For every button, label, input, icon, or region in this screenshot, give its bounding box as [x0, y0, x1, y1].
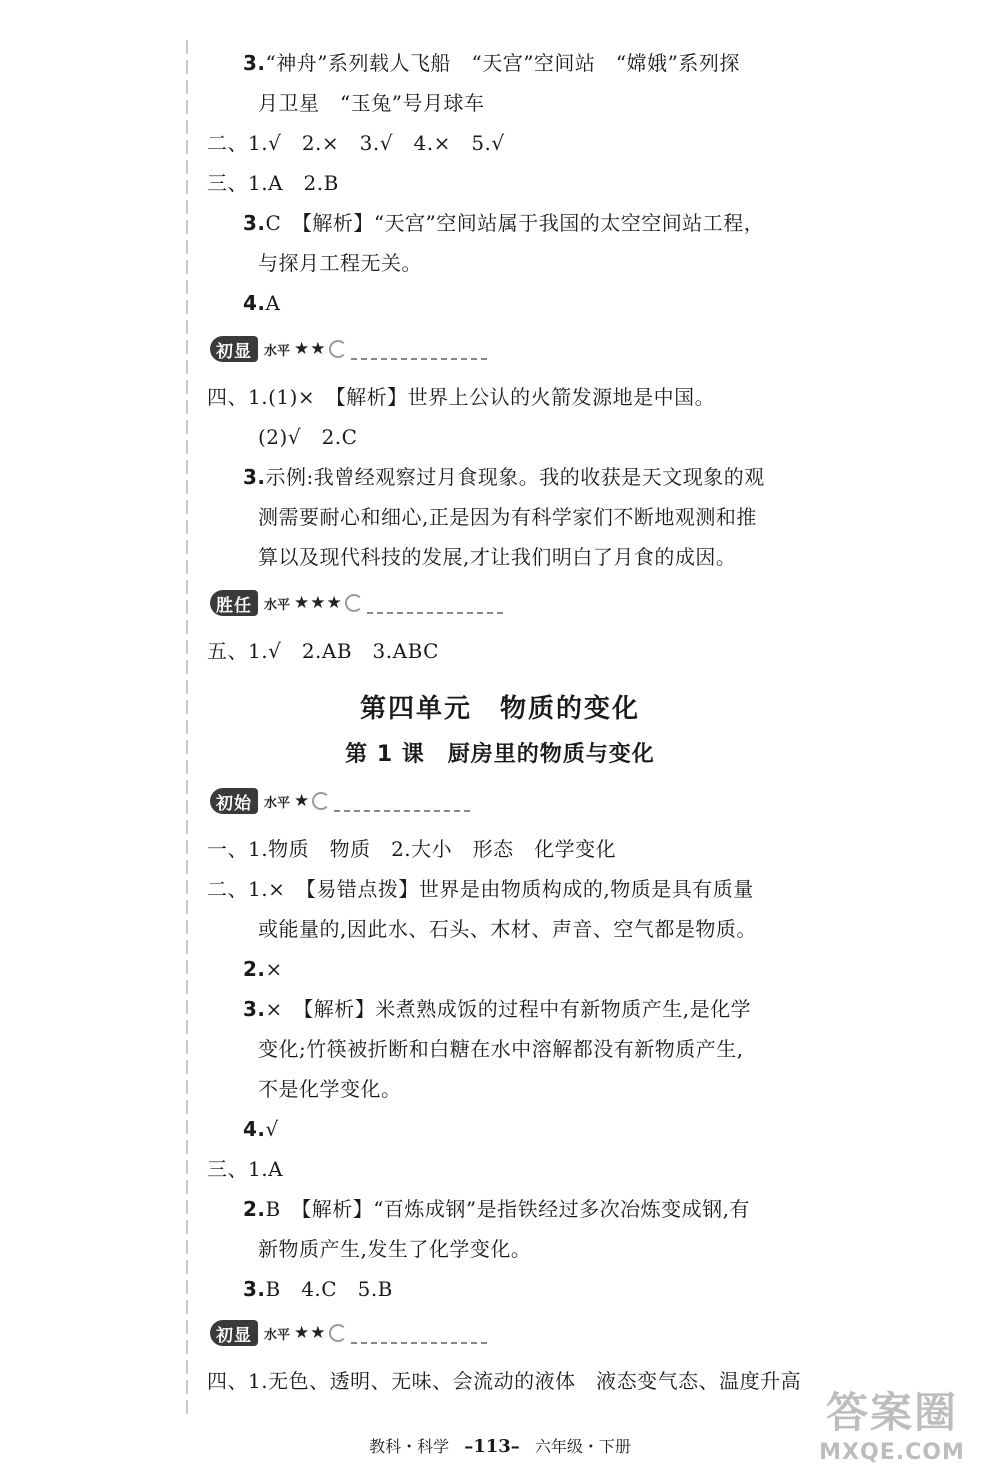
answer-line: 五、1.√ 2.AB 3.ABC	[207, 639, 439, 663]
dotted-rule	[351, 358, 491, 360]
answer-line: 三、1.A 2.B	[207, 171, 339, 195]
answer-line: 4.A	[243, 291, 281, 315]
answer-line: 3.“神舟”系列载人飞船 “天宫”空间站 “嫦娥”系列探	[243, 51, 740, 75]
answer-line: 3.B 4.C 5.B	[243, 1277, 393, 1301]
answer-line: 四、1.无色、透明、无味、会流动的液体 液态变气态、温度升高	[207, 1369, 802, 1393]
level-tag: 初始	[210, 788, 258, 814]
page-number: –113–	[464, 1436, 520, 1457]
dotted-rule	[334, 810, 474, 812]
answer-line: 3.示例:我曾经观察过月食现象。我的收获是天文现象的观	[243, 465, 765, 489]
answer-line: 算以及现代科技的发展,才让我们明白了月食的成因。	[258, 545, 737, 569]
level-banner	[210, 334, 491, 364]
answer-line: 三、1.A	[207, 1157, 284, 1181]
level-label: 水平	[264, 1327, 291, 1343]
answer-line: 月卫星 “玉兔”号月球车	[258, 91, 485, 115]
level-label: 水平	[264, 597, 291, 613]
answer-line: 二、1.√ 2.× 3.√ 4.× 5.√	[207, 131, 505, 155]
watermark-logo-text: 答案圈	[825, 1388, 958, 1437]
dotted-rule	[367, 612, 507, 614]
level-banner	[210, 1318, 491, 1348]
answer-line: 2.×	[243, 957, 283, 981]
answer-line: 测需要耐心和细心,正是因为有科学家们不断地观测和推	[258, 505, 757, 529]
swirl-icon	[329, 1324, 347, 1342]
level-banner	[210, 588, 507, 618]
answer-line: 或能量的,因此水、石头、木材、声音、空气都是物质。	[258, 917, 757, 941]
answer-line: 4.√	[243, 1117, 279, 1141]
footer-grade: 六年级・下册	[534, 1437, 631, 1456]
answer-line: 不是化学变化。	[258, 1077, 402, 1101]
star-rating: ★★	[294, 1323, 327, 1343]
level-banner	[210, 786, 474, 816]
answer-line: (2)√ 2.C	[258, 425, 358, 449]
answer-line: 新物质产生,发生了化学变化。	[258, 1237, 532, 1261]
level-label: 水平	[264, 343, 291, 359]
footer-subject: 教科・科学	[369, 1437, 450, 1456]
watermark-url: MXQE.COM	[819, 1440, 965, 1465]
lesson-heading: 第 1 课 厨房里的物质与变化	[345, 742, 655, 767]
unit-heading: 第四单元 物质的变化	[359, 694, 640, 724]
answer-line: 一、1.物质 物质 2.大小 形态 化学变化	[207, 837, 617, 861]
dotted-rule	[351, 1342, 491, 1344]
answer-line: 3.C 【解析】“天宫”空间站属于我国的太空空间站工程，	[243, 211, 765, 235]
star-rating: ★	[294, 791, 311, 811]
swirl-icon	[329, 340, 347, 358]
answer-line: 二、1.× 【易错点拨】世界是由物质构成的,物质是具有质量	[207, 877, 754, 901]
level-tag: 初显	[210, 336, 258, 362]
star-rating: ★★	[294, 339, 327, 359]
level-tag: 胜任	[210, 590, 258, 616]
level-label: 水平	[264, 795, 291, 811]
answer-line: 3.× 【解析】米煮熟成饭的过程中有新物质产生,是化学	[243, 997, 752, 1021]
level-tag: 初显	[210, 1320, 258, 1346]
watermark	[792, 1380, 992, 1470]
answer-line: 四、1.(1)× 【解析】世界上公认的火箭发源地是中国。	[207, 385, 716, 409]
answer-line: 2.B 【解析】“百炼成钢”是指铁经过多次冶炼变成钢,有	[243, 1197, 751, 1221]
swirl-icon	[312, 792, 330, 810]
swirl-icon	[345, 594, 363, 612]
answer-line: 变化;竹筷被折断和白糖在水中溶解都没有新物质产生,	[258, 1037, 744, 1061]
answer-line: 与探月工程无关。	[258, 251, 422, 275]
star-rating: ★★★	[294, 593, 343, 613]
